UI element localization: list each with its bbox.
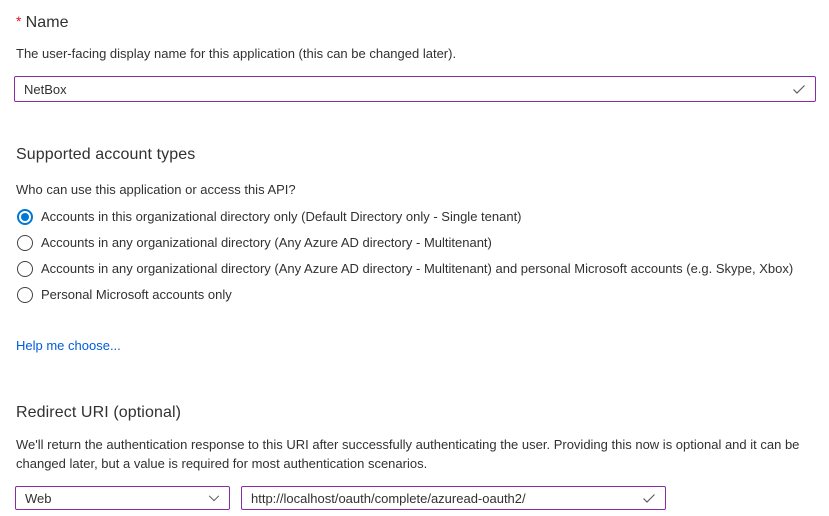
radio-button-icon[interactable] — [17, 235, 33, 251]
name-field-description: The user-facing display name for this application (this can be changed later). — [16, 46, 457, 61]
radio-option-label: Accounts in any organizational directory (Any Azure AD directory - Multitenant) and personal Microsoft accounts (e.g. Skype, Xbox) — [41, 261, 794, 276]
redirect-uri-row — [15, 486, 816, 510]
name-field-label: Name — [25, 14, 69, 31]
radio-option-label: Accounts in this organizational directory only (Default Directory only - Single tenant) — [41, 209, 522, 224]
redirect-uri-description: We'll return the authentication response to this URI after successfully authenticating the user. Providing this now is optional and it can be changed later, but a value is required for most authentication scenarios. — [16, 437, 800, 471]
name-input-wrap — [14, 76, 816, 102]
required-asterisk: * — [16, 13, 22, 29]
platform-select[interactable] — [15, 486, 230, 510]
name-field-heading — [16, 11, 816, 33]
help-me-choose-link[interactable]: Help me choose... — [16, 338, 121, 353]
radio-option-single-tenant[interactable] — [17, 209, 816, 225]
redirect-uri-input-wrap — [241, 486, 666, 510]
radio-option-label: Accounts in any organizational directory (Any Azure AD directory - Multitenant) — [41, 235, 492, 250]
radio-option-multitenant-personal[interactable] — [17, 261, 816, 277]
account-types-radio-group — [17, 209, 816, 303]
platform-select-value: Web — [25, 490, 52, 506]
account-types-question: Who can use this application or access this API? — [16, 182, 296, 197]
radio-button-icon[interactable] — [17, 287, 33, 303]
radio-option-label: Personal Microsoft accounts only — [41, 287, 232, 302]
radio-option-multitenant[interactable] — [17, 235, 816, 251]
supported-account-types-heading: Supported account types — [16, 146, 196, 163]
radio-option-personal-only[interactable] — [17, 287, 816, 303]
radio-button-icon[interactable] — [17, 209, 33, 225]
radio-button-icon[interactable] — [17, 261, 33, 277]
redirect-uri-input[interactable] — [241, 486, 666, 510]
redirect-uri-heading: Redirect URI (optional) — [16, 404, 182, 421]
chevron-down-icon — [207, 491, 221, 505]
name-input[interactable] — [14, 76, 816, 102]
